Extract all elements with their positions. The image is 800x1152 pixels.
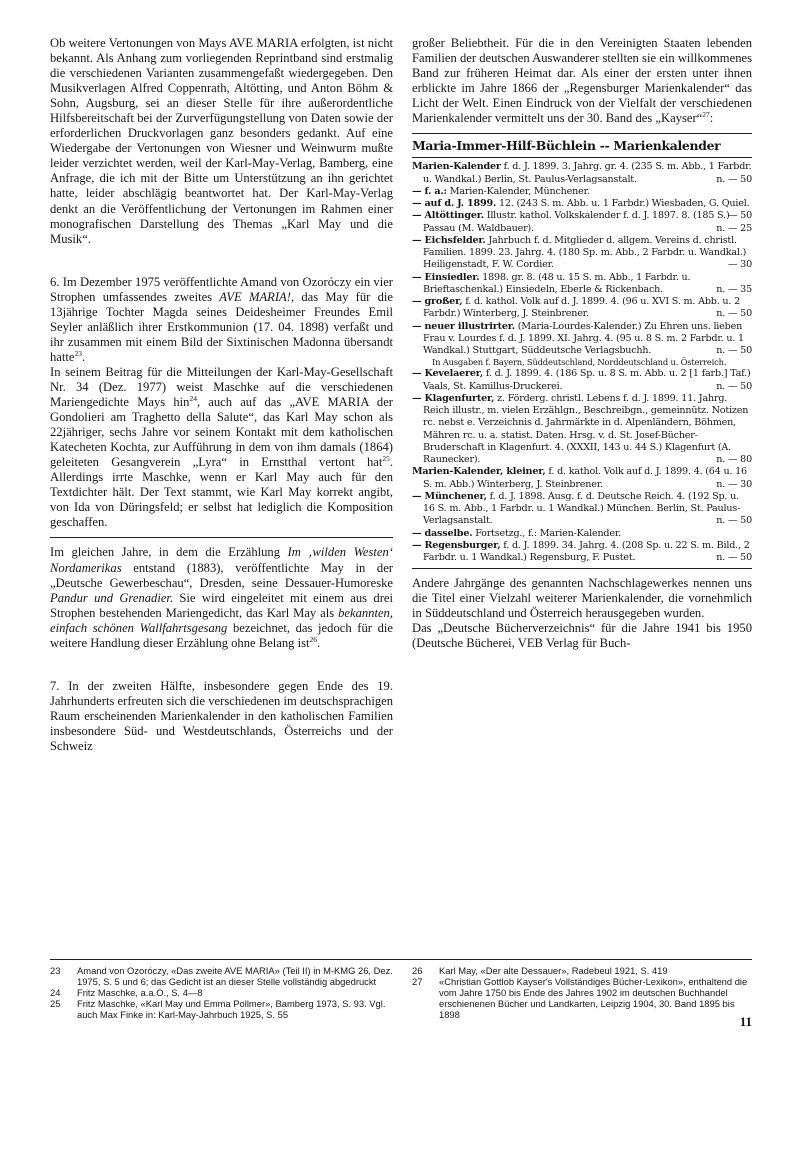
catalog-entry-text: (Maria-Lourdes-Kalender.) Zu Ehren uns. lieben Frau v. Lourdes f. d. J. 1899. XI. Jahrg. 4. (95 u. 8 S. m. 2 Farbdr. u. 1 Wandkal.) Stuttgart, Süddeutsche Verlagsbuchh.	[423, 320, 744, 357]
footnote-text: Karl May, «Der alte Dessauer», Radebeul 1921, S. 419	[439, 965, 668, 976]
divider	[412, 568, 752, 569]
catalog-entry-title: — Münchener,	[412, 490, 487, 502]
footnote-text: Amand von Ozoróczy, «Das zweite AVE MARIA» (Teil II) in M-KMG 26, Dez. 1975, S. 5 und 6; das Gedicht ist an dieser Stelle vollständig abgedruckt	[77, 965, 393, 988]
catalog-entry-price: n. — 35	[716, 283, 752, 295]
catalog-entry-text: Illustr. kathol. Volkskalender f. d. J. 1897. 8. (185 S.) Passau (M. Waldbauer).	[423, 210, 730, 234]
catalog-entry-price: n. — 80	[716, 454, 752, 466]
footnote-ref[interactable]: 23	[74, 348, 82, 358]
catalog-entry	[412, 186, 752, 198]
catalog-entry-text: z. Förderg. christl. Lebens f. d. J. 1899. 11. Jahrg. Reich illustr., m. vielen Erzählgn., Beschreibgn., gemeinnütz. Notizen rc. nebst e. Verzeichnis d. Jahrmärkte in d. Alpenländern, Böhmen, Mähren rc. u. a. statist. Daten. Hrsg. v. d. St. Josef-Bücher-Bruderschaft in Klagenfurt. 4. (XXXII, 143 u. 44 S.) Klagenfurt (A. Raunecker).	[423, 392, 749, 466]
text-run: , auch auf das „AVE MARIA der Gondolieri am Traghetto della Salute“, das Karl May schon als 22jähriger, sechs Jahre vor seinem Kontakt mit dem katholischen Katecheten Kochta, zur Aufführung in dem von ihm damals (1864) geleiteten Gesangverein „Lyra“ in Ernstthal vertont hat	[50, 395, 393, 470]
catalog-entry-price: n. — 50	[716, 515, 752, 527]
footnote-24	[50, 987, 393, 998]
footnote-ref[interactable]: 25	[382, 454, 390, 464]
text-run: 6. Im Dezember 1975 veröffentlichte Amand von Ozoróczy ein vier Strophen umfassendes zweites	[50, 274, 393, 304]
catalog-entry-price: n. — 50	[716, 380, 752, 392]
footnote-text: Fritz Maschke, a.a.O., S. 4—8	[77, 987, 203, 999]
catalog-entry	[412, 210, 752, 235]
catalog-entry	[412, 368, 752, 393]
footnote-number: 26	[412, 965, 423, 976]
left-column	[50, 36, 393, 754]
footnote-27	[412, 976, 752, 1020]
text-run: Sie wird eingeleitet mit einem aus drei Strophen bestehenden Mariengedicht, das Karl May als	[50, 590, 393, 620]
footnote-ref[interactable]: 24	[189, 393, 197, 403]
footnote-number: 27	[412, 976, 423, 988]
title-wilden-westen: Im ‚wilden Westen‘ Nordamerikas	[50, 545, 393, 575]
footnote-ref[interactable]: 27	[702, 110, 710, 120]
catalog-entry	[412, 161, 752, 186]
divider	[412, 157, 752, 158]
catalog-entry-text: Marien-Kalender, Münchener.	[446, 185, 590, 197]
catalog-entry-text: f. d. J. 1899. 34. Jahrg. 4. (208 Sp. u. 22 S. m. Bild., 2 Farbdr. u. 1 Wandkal.) Regensburg, F. Pustet.	[423, 539, 750, 564]
catalog-entry-text: f. d. J. 1898. Ausg. f. d. Deutsche Reich. 4. (192 Sp. u. 16 S. m. Abb., 1 Farbdr. u. 1 Wandkal.) München. Berlin, St. Paulus-Verlagsanstalt.	[423, 490, 741, 527]
paragraph-buecherverzeichnis: Das „Deutsche Bücherverzeichnis“ für die Jahre 1941 bis 1950 (Deutsche Bücherei, VEB Verlag für Buch-	[412, 621, 752, 651]
catalog-entry-price: n. — 25	[716, 222, 752, 234]
footnote-ref[interactable]: 26	[309, 634, 317, 644]
footnote-number: 25	[50, 998, 61, 1010]
catalog-entry	[412, 466, 752, 491]
catalog-entry-title: — Regensburger,	[412, 539, 501, 551]
paragraph-pandur	[50, 545, 393, 650]
footnote-number: 24	[50, 987, 61, 999]
text-run: großer Beliebtheit. Für die in den Vereinigten Staaten lebenden Familien der deutschen Auswanderer stellten sie ein willkommenes Band zur früheren Heimat dar. Als einer der ersten unter ihnen erblickte im Jahre 1866 der „Regensburger Marienkalender“ das Licht der Welt. Einen Eindruck von der Vielfalt der verschiedenen Marienkalender vermittelt uns der 30. Band des „Kayser“	[412, 36, 752, 126]
catalog-entry-title: — Kevelaerer,	[412, 368, 484, 380]
catalog-entry-price: — 50	[727, 210, 752, 222]
divider	[412, 133, 752, 134]
footnote-23	[50, 965, 393, 987]
catalog-entry-text: f. d. kathol. Volk auf d. J. 1899. 4. (64 u. 16 S. m. Abb.) Winterberg, J. Steinbrener.	[423, 466, 747, 490]
paragraph-section-6: 6. Im Dezember 1975 veröffentlichte Amand von Ozoróczy ein vier Strophen umfassendes zweites AVE MARIA!, das May für die 13jährige Tochter Magda seines Deidesheimer Freundes Emil Seyler anläßlich ihrer Erstkommunion (17. 04. 1898) verfaßt und ihr zusammen mit einem Bild der Sixtinischen Madonna übersandt hatte$^{23}$.	[50, 274, 393, 364]
catalog-entry-title: — neuer illustrirter.	[412, 320, 515, 332]
text-run: .	[317, 635, 321, 650]
catalog-entry-price: n. — 30	[716, 478, 752, 490]
catalog-entry-title: — f. a.:	[412, 185, 447, 197]
catalog-entry-text: 1898. gr. 8. (48 u. 15 S. m. Abb., 1 Farbdr. u. Brieftaschenkal.) Einsiedeln, Eberle & Rickenbach.	[423, 271, 691, 295]
footnote-26	[412, 965, 752, 976]
catalog-entry-title: — Klagenfurter,	[412, 392, 495, 404]
footnotes-right	[412, 965, 752, 1020]
catalog-entry	[412, 540, 752, 565]
footnotes-left	[50, 965, 393, 1020]
title-ave-maria: AVE MARIA!,	[219, 289, 295, 304]
catalog-entry-title: — dasselbe.	[412, 527, 473, 539]
paragraph-beliebtheit	[412, 36, 752, 126]
catalog-entry-text: f. d. J. 1899. 4. (186 Sp. u. 8 S. m. Abb. u. 2 [1 farb.] Taf.) Vaals, St. Kamillus-Druckerei.	[423, 368, 751, 392]
catalog-entry-price: n. — 50	[716, 173, 752, 185]
catalog-entry-title: Marien-Kalender, kleiner,	[412, 466, 546, 478]
catalog-entry	[412, 272, 752, 297]
text-run: In seinem Beitrag für die Mitteilungen der Karl-May-Gesellschaft Nr. 34 (Dez. 1977) weist Maschke auf die verschiedenen Mariengedichte Mays hin	[50, 364, 393, 410]
footnote-text: Fritz Maschke, «Karl May und Emma Pollmer», Bamberg 1973, S. 93. Vgl. auch Max Finke in: Karl-May-Jahrbuch 1925, S. 55	[77, 998, 386, 1021]
quote-wallfahrtsgesang: bekannten, einfach schönen Wallfahrtsgesang	[50, 605, 393, 635]
catalog-entry-price: n. — 50	[716, 552, 752, 564]
catalog-entry-text: f. d. kathol. Volk auf d. J. 1899. 4. (96 u. XVI S. m. Abb. u. 2 Farbdr.) Winterberg, J. Steinbrener.	[423, 296, 741, 320]
catalog-entry-text: 12. (243 S. m. Abb. u. 1 Farbdr.) Wiesbaden, G. Quiel.	[496, 198, 750, 210]
footnote-number: 23	[50, 965, 61, 976]
catalog-entry	[412, 528, 752, 540]
catalog-entry	[412, 296, 752, 321]
catalog-entry	[412, 393, 752, 467]
catalog-entry-text: f. d. J. 1899. 3. Jahrg. gr. 4. (235 S. m. Abb., 1 Farbdr. u. Wandkal.) Berlin, St. Paulus-Verlagsanstalt.	[423, 161, 752, 185]
title-pandur: Pandur und Grenadier.	[50, 590, 174, 605]
paragraph-jahrgaenge: Andere Jahrgänge des genannten Nachschlagewerkes nennen uns die Titel einer Vielzahl weiterer Marienkalender, die vornehmlich in Süddeutschland und Österreich herausgegeben wurden.	[412, 576, 752, 621]
catalog-list	[412, 161, 752, 564]
footnote-divider	[50, 959, 752, 960]
text-run: . Allerdings irrte Maschke, wenn er Karl May auch für den Textdichter hält. Der Text stammt, wie Karl May korrekt angibt, von Ida von Düringsfeld; er selbst hat lediglich die Komposition geschaffen.	[50, 455, 393, 530]
text-run: :	[709, 111, 714, 126]
catalog-entry	[412, 491, 752, 528]
catalog-entry-title: — Altöttinger.	[412, 210, 484, 222]
text-run: das May für die 13jährige Tochter Magda seines Deidesheimer Freundes Emil Seyler anläßlich ihrer Erstkommunion (17. 04. 1898) verfaßt und ihr zusammen mit einem Bild der Sixtinischen Madonna übersandt hatte	[50, 289, 393, 364]
catalog-entry-price: — 30	[727, 259, 752, 271]
footnote-text: «Christian Gottlob Kayser's Vollständiges Bücher-Lexikon», enthaltend die vom Jahre 1750 bis Ende des Jahres 1902 im deutschen Buchhandel erschienenen Bücher und Landkarten, Leipzig 1904, 30. Band 1895 bis 1898	[439, 976, 748, 1021]
paragraph-section-7: 7. In der zweiten Hälfte, insbesondere gegen Ende des 19. Jahrhunderts erfreuten sich die verschiedenen im deutschsprachigen Raum erscheinenden Marienkalender in den katholischen Familien insbesondere Süd- und Westdeutschlands, Österreichs und der Schweiz	[50, 678, 393, 753]
footnote-25	[50, 998, 393, 1020]
catalog-title: Maria-Immer-Hilf-Büchlein -- Marienkalender	[412, 138, 721, 154]
catalog-entry-title: — Einsiedler.	[412, 271, 480, 283]
catalog-entry-title: — großer,	[412, 296, 463, 308]
catalog-entry-text: Jahrbuch f. d. Mitglieder d. allgem. Vereins d. christl. Familien. 1899. 23. Jahrg. 4. (180 Sp. m. Abb., 2 Farbdr. u. Wandkal.) Heiligenstadt, F. W. Cordier.	[423, 234, 747, 271]
catalog-entry-title: — auf d. J. 1899.	[412, 198, 497, 210]
page-number: 11	[739, 1014, 752, 1029]
catalog-entry	[412, 321, 752, 358]
catalog-entry	[412, 235, 752, 272]
text-run: Im gleichen Jahre, in dem die Erzählung	[50, 545, 288, 560]
text-run: bezeichnet, das jedoch für die weitere Handlung dieser Erzählung ohne Belang ist	[50, 620, 393, 650]
text-run: entstand (1883), veröffentlichte May in der „Deutsche Gewerbeschau“, Dresden, seine Dessauer-Humoreske	[50, 560, 393, 590]
catalog-entry-price: n. — 50	[716, 308, 752, 320]
catalog-entry-title: Marien-Kalender	[412, 161, 501, 173]
divider	[50, 537, 393, 538]
catalog-entry-text: Fortsetzg., f.: Marien-Kalender.	[472, 527, 622, 539]
catalog-note: In Ausgaben f. Bayern, Süddeutschland, Norddeutschland u. Österreich.	[432, 357, 727, 368]
paragraph-maschke	[50, 365, 393, 531]
paragraph-vertonungen: Ob weitere Vertonungen von Mays AVE MARIA erfolgten, ist nicht bekannt. Als Anhang zum vorliegenden Reprintband sind erstmalig die verschiedenen Varianten zusammengefaßt wiedergegeben. Den Musikverlagen Alfred Coppenrath, Altötting, und Anton Böhm & Sohn, Augsburg, sei an dieser Stelle für ihre außerordentliche Hilfsbereitschaft bei der Zurverfügungstellung von Daten sowie der erforderlichen Druckvorlagen ganz besonders gedankt. Auf eine Wiedergabe der Vertonungen von Wiesner und Weinwurm mußte leider verzichtet werden, weil der Karl-May-Verlag, Bamberg, eine Anfrage, die ich mit der Bitte um Unterstützung an ihn gerichtet hatte, leider abschlägig beantwortet hat. Der Karl-May-Verlag denkt an die Veröffentlichung der Vertonungen im Rahmen einer monografischen Darstellung des Themas „Karl May und die Musik“.	[50, 36, 393, 246]
catalog-entry-title: — Eichsfelder.	[412, 234, 486, 246]
catalog-entry-price: n. — 50	[716, 345, 752, 357]
right-column	[412, 36, 752, 652]
